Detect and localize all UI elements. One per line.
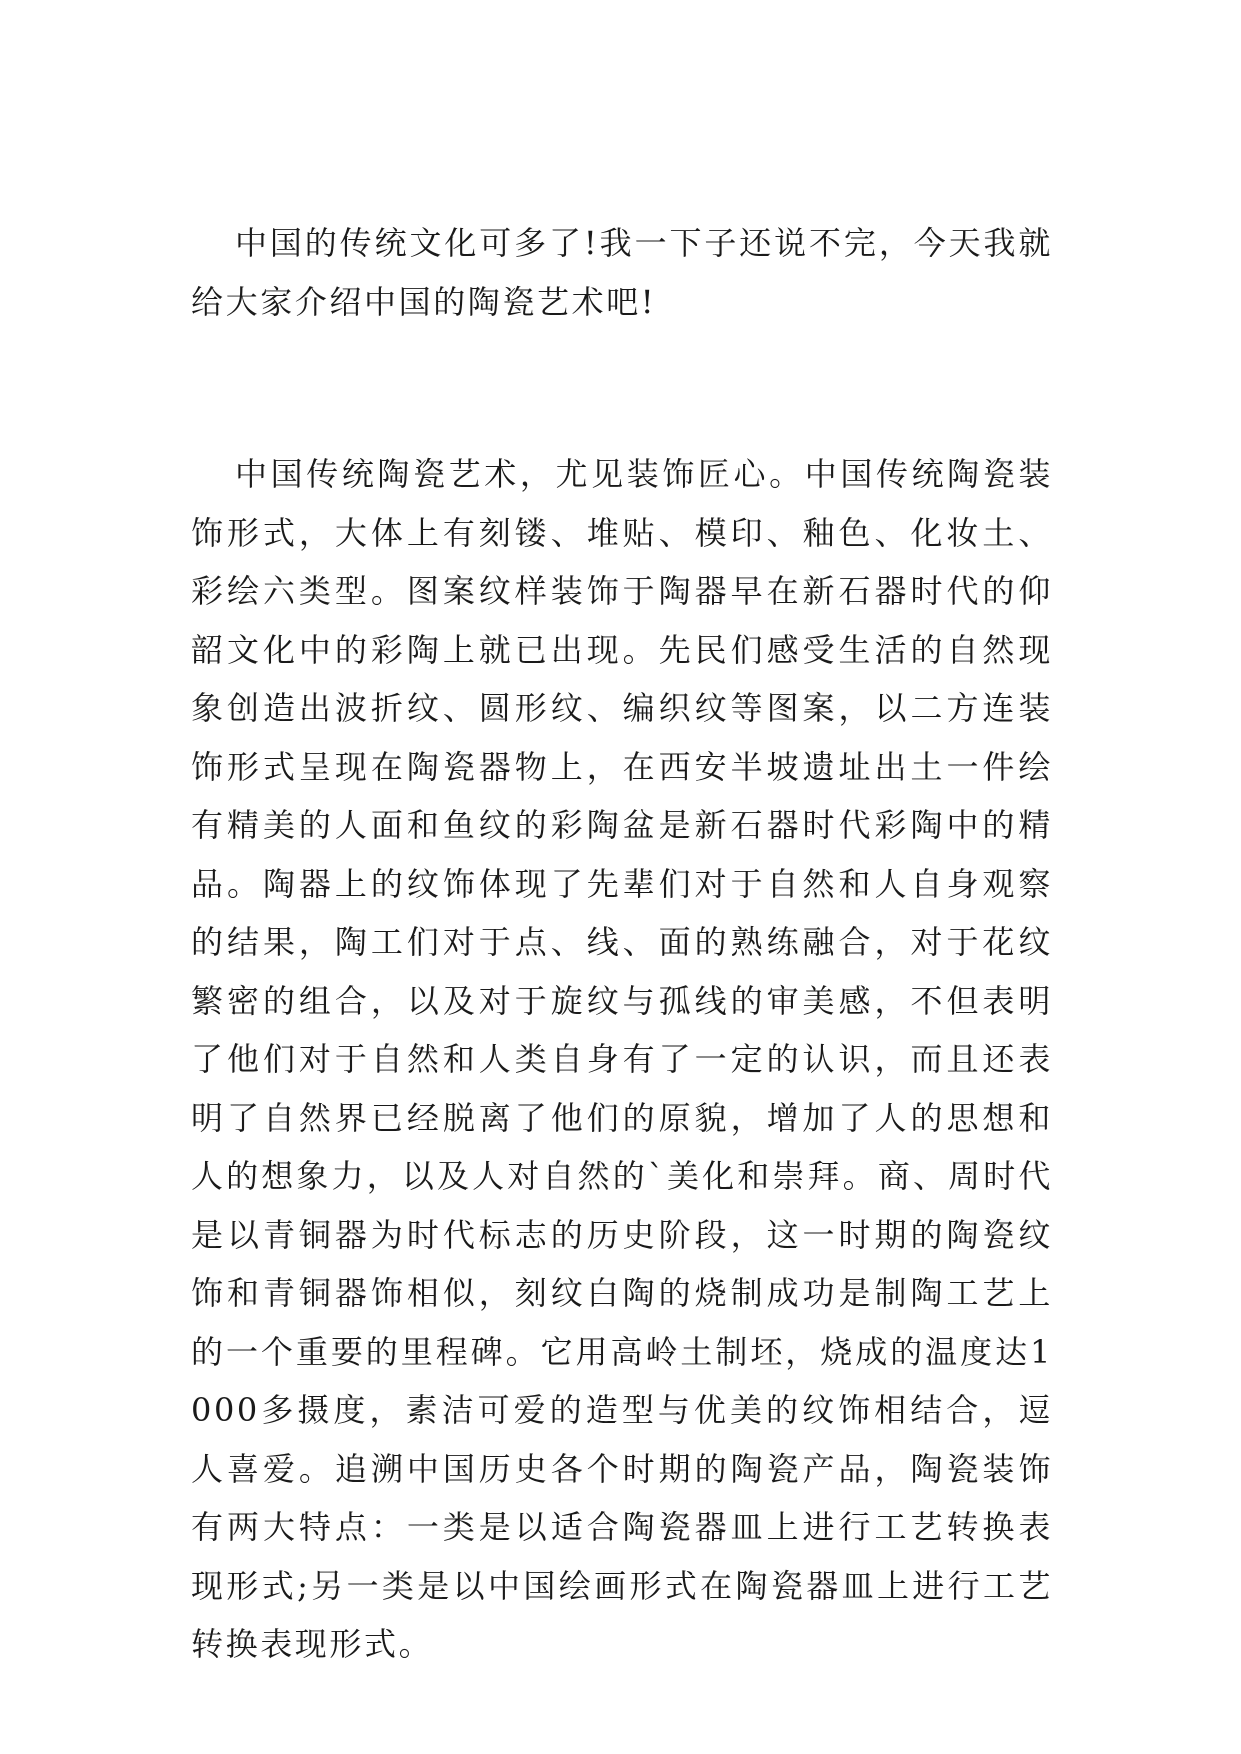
intro-paragraph: 中国的传统文化可多了!我一下子还说不完，今天我就给大家介绍中国的陶瓷艺术吧! — [191, 224, 1053, 321]
ceramics-paragraph: 中国传统陶瓷艺术，尤见装饰匠心。中国传统陶瓷装饰形式，大体上有刻镂、堆贴、模印、釉色、化妆土、彩绘六类型。图案纹样装饰于陶器早在新石器时代的仰韶文化中的彩陶上就已出现。先民们感受生活的自然现象创造出波折纹、圆形纹、编织纹等图案，以二方连装饰形式呈现在陶瓷器物上，在西安半坡遗址出土一件绘有精美的人面和鱼纹的彩陶盆是新石器时代彩陶中的精品。陶器上的纹饰体现了先辈们对于自然和人自身观察的结果，陶工们对于点、线、面的熟练融合，对于花纹繁密的组合，以及对于旋纹与孤线的审美感，不但表明了他们对于自然和人类自身有了一定的认识，而且还表明了自然界已经脱离了他们的原貌，增加了人的思想和人的想象力，以及人对自然的`美化和崇拜。商、周时代是以青铜器为时代标志的历史阶段，这一时期的陶瓷纹饰和青铜器饰相似，刻纹白陶的烧制成功是制陶工艺上的一个重要的里程碑。它用高岭土制坯，烧成的温度达1000多摄度，素洁可爱的造型与优美的纹饰相结合，逗人喜爱。追溯中国历史各个时期的陶瓷产品，陶瓷装饰有两大特点：一类是以适合陶瓷器皿上进行工艺转换表现形式;另一类是以中国绘画形式在陶瓷器皿上进行工艺转换表现形式。 — [191, 455, 1053, 1663]
